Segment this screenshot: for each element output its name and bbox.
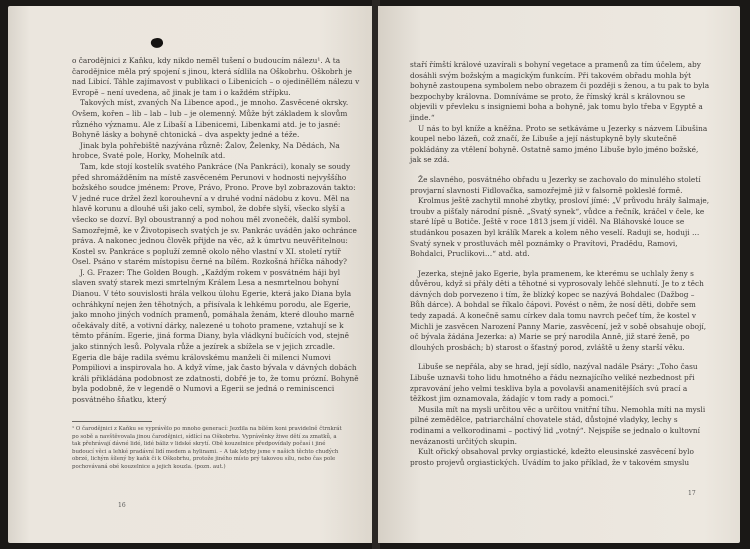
page-number: 17 xyxy=(688,490,696,497)
paragraph: Jezerka, stejně jako Egerie, byla pramenem, ke kterému se uchlaly ženy s důvěrou, když si přály děti a těhotné si vyprosovaly lehčé slehnutí. Je to z těch dávných dob porvezeno i tím, že blízký kopec se nazývá Bohdalec (Dažbog – Bůh dárce). A bohdal se říkalo čápovi. Povést o něm, že nosí děti, dobře sem tedy zapadá. A konečně samu církev dala tomu navrch pečeť tím, že kostel v Michli je zasvěcen Narození Panny Marie, zasvěcení, jež v sobě obsahuje obojí, oč bývala žádána Jezerka: a) Marie se prý narodila Anně, již staré ženě, po dlouhých prosbách; b) starost o šťastný porod, zvláště u ženy starší věku. xyxy=(410,268,707,352)
right-page xyxy=(378,6,740,543)
paragraph: Krolmus ještě zachytil mnohé zbytky, prosloví jímé: „V průvodu hrály šalmaje, troubv a pišťaly národní písně. „Svatý synek“, vůdce a řečník, kráčel v čele, ke staré lípě u Botiče. Ještě v roce 1813 jsem jí viděl. Na Bláhovské louce se studánkou posazen byl králík Marek a kolem něho veselí. Raduji se, hoduji … Svatý synek v prostluvách měl poznámky o Pravítovi, Pradědu, Ramovi, Bohdalci, Pruclikovi…“ atd. atd. xyxy=(410,196,710,259)
footnote: ¹ O čarodějnici z Kaňku se vyprávělo po mnoho generací: Jezdila na bílém koni pravidelně čtrnkrát po sobě a navštěvovala jinou čarodějnici, sídlící na Oškobrhu. Vyprávěnky žiwe dětí za zmatků, a tak přehrávají dávné lidé, lidé báliz v lidské skrytí. Obě kouzelnice předpovídaly počasí i jiné budoucí věci a lehké pradávní lidí medem a hylinami. – A tak kdyby jsme v našich těchto chudých obrzé, lichým šílený by kaňk či k Oškobrhu, protože jiného místo prý takovou sílu, nebo čas pole pochovávaná obé kouzelnice a jejich kouzla. (pozn. aut.) xyxy=(72,426,342,470)
paragraph: J. G. Frazer: The Golden Bough. „Každým rokem v posvátném háji byl slaven svatý starek mezi smrtelným Králem Lesa a nesmrtelnou bohyní Dianou. V této souvislosti hrála velkou úlohu Egerie, která jako Diana byla ochráhkyní nejen žen těhotných, a přisívala k lehkému porodu, ale Egerie, jako mnoho jiných vodních pramenů, pomáhala ženám, které dlouho marně očekávaly dítě, a votivní dárky, nalezené u tohoto pramene, vztahují se k těmto přáním. Egerie, jiná forma Diany, byla vládkyní bučících vod, stejně jako stinných lesů. Polyvala růže a jezírek a sbížela se v jejich zrcadle. Egeria dle báje radila svému královskému manželi či milenci Numovi Pompiliovi a inspirovala ho. A když víme, jak často bývala v dávných dobách králi přikládána podobnost ze zdatnosti, dobřé je to, že tomu prózní. Bohyně byla podobně, že v legendě o Numovi a Egerii se jedná o reminiscenci posvátného šňatku, který xyxy=(72,267,359,404)
paragraph: U nás to byl kníže a kněžna. Proto se setkáváme u Jezerky s názvem Libušina koupel nebo lázeň, což značí, že Libuše a její nástupkyně byly skutečně pokládány za vtělení bohyně. Ostatně samo jméno Libuše bylo jméno božské, jak se zdá. xyxy=(410,123,708,165)
footnote-rule xyxy=(72,421,152,422)
paragraph: o čarodějnici z Kaňku, kdy nikdo neměl tušení o budoucím nálezu¹. A ta čarodějnice měla prý spojení s jinou, která sídlila na Oškobrhu. Oškobrh je nad Libicí. Táhle zajímavost v publikaci o Libenicích – o ojediněllém nálezu v Evropě – není uvedena, ač jinak je tam i o každém střípku. xyxy=(72,56,360,97)
paragraph: Jinak byla pohřebiště nazývána různě: Žalov, Želenky, Na Dědách, Na hrobce, Svaté pole, Horky, Mohelník atd. xyxy=(72,140,340,161)
paragraph: Kult ořický obsahoval prvky orgiastické, kdežto eleusinské zasvěcení bylo prosto projevů orgiastických. Uvádím to jako příklad, že v takovém smyslu xyxy=(410,447,694,467)
left-page xyxy=(8,6,374,543)
paragraph: Takových míst, zvaných Na Libence apod., je mnoho. Zasvěcené okrsky. Ovšem, kořen – lib – lab – lub – je olemenný. Může být základem k slovům různého významu. Ale z Libaší a Libenicemi, Libenkami atd. je to jasné: Bohyně lásky a bohyně chtonická – dva aspekty jedné a téže. xyxy=(72,98,349,140)
page-number: 16 xyxy=(118,502,126,509)
paragraph: Musila mít na mysli určitou věc a určitou vnitřní tíhu. Nemohla míti na mysli pilné zemědělce, patriarchální chovatele stád, důstojné vladyky, lechy s rodinami a velkorodinami – poctivý lid „votný“. Nejspíše se jednalo o kultovní nevázanosti určitých skupin. xyxy=(410,404,706,446)
right-page-body xyxy=(410,60,710,468)
paragraph: Libuše se nepřála, aby se hrad, její sídlo, nazýval nadále Psáry: „Toho času Libuše uznavši toho lidu hmotného a řádu neznajícího veliké nezbednost při zpravování jeho velmi teskliva byla a povolavši anamenitějších svú prací a těžkost jim oznamovala, žádajíc v tom rady a pomoci.“ xyxy=(410,362,698,404)
ink-stain xyxy=(150,36,165,49)
paragraph: Tam, kde stojí kostelík svatého Pankráce (Na Pankráci), konaly se soudy před shromážděním na místě zasvěceném Perunovi v hodnosti nejvyššího božského soudce jménem: Prove, Právo, Prono. Prove byl zobrazován takto: V jedné ruce držel žezl korouhevní a v druhé vodní nádobu z kovu. Měl na hlavě korunu a dlouhé uši jako celí, symbol, že dobře slyší, všecko slyší a všecko se dozví. Byl oboustranný a pod nohou měl zvonečék, další symbol. Samozřejmě, ke v Životopisech svatých je sv. Pankrác uváděn jako ochránce práva. A nakonec jednou člověk přijde na věc, až k úmrtvu neuvěřitelnou: Kostel sv. Pankráce s popluží zemně okolo něho vlastní v XI. století rytíř Osel. Psáno v starém místopisu černé na bílém. Rozkošná hříčka náhody? xyxy=(72,161,357,267)
paragraph: Že slavného, posvátného obřadu u Jezerky se zachovalo do minulého století provjarní slavnosti Fidlovačka, samozřejmě již v falsorně pokleslé formě. xyxy=(410,174,701,195)
paragraph: staří římští králové uzavírali s bohyní vegetace a pramenů za tím účelem, aby dosáhli svým božským a magickým funkcím. Při takovém obřadu mohla být bohyně zastoupena symbolem nebo obrazem či později s ženou, a tu pak to byla bezpochyby královna. Domníváme se proto, že římský král s královnou se objevili v převleku s insigniemi boha a bohyně, jak tomu bylo třeba v Egyptě a jinde.“ xyxy=(410,60,710,122)
left-page-body xyxy=(72,56,362,406)
